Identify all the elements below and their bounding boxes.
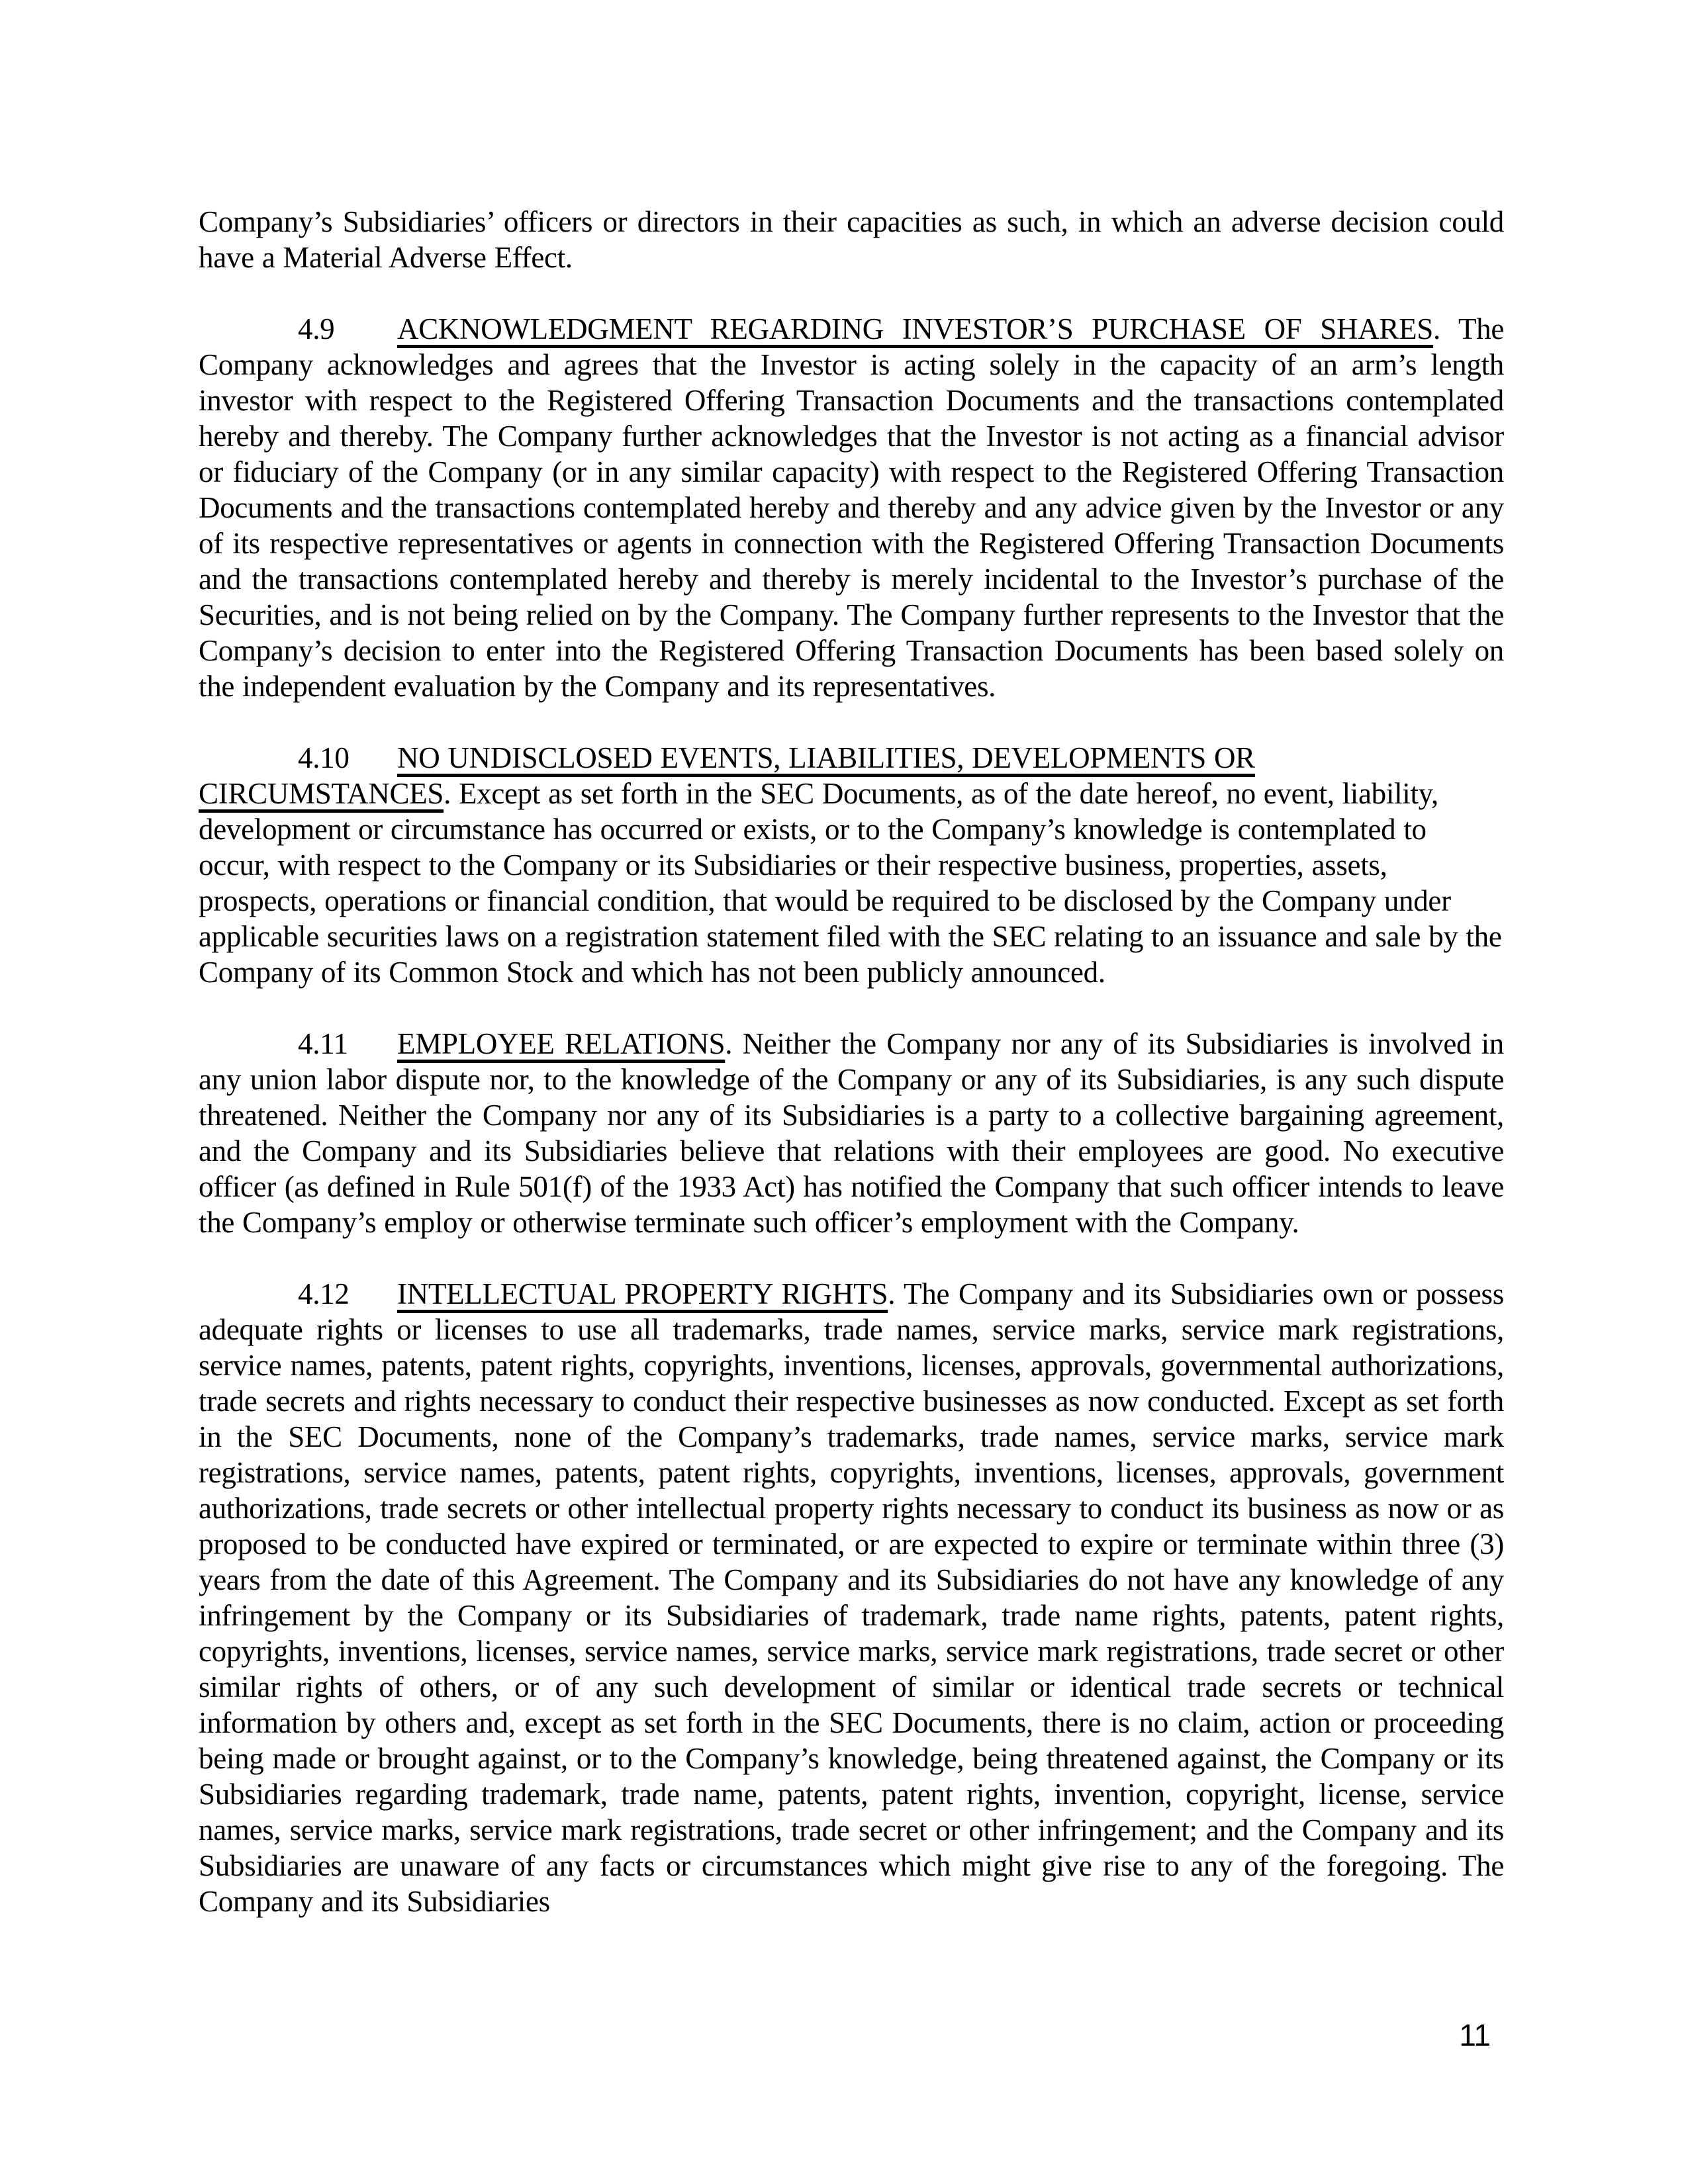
section-4-11-heading: EMPLOYEE RELATIONS (397, 1027, 726, 1060)
section-4-12-body: . The Company and its Subsidiaries own or possess adequate rights or licenses to use all trademarks, trade names, service marks, service mark registrations, service names, patents, patent rights, copyrights, inventions, licenses, approvals, governmental authorizations, trade secrets and rights necessary to conduct their respective businesses as now conducted. Except as set forth in the SEC Documents, none of the Company’s trademarks, trade names, service marks, service mark registrations, service names, patents, patent rights, copyrights, inventions, licenses, approvals, government authorizations, trade secrets or other intellectual property rights necessary to conduct its business as now or as proposed to be conducted have expired or terminated, or are expected to expire or terminate within three (3) years from the date of this Agreement. The Company and its Subsidiaries do not have any knowledge of any infringement by the Company or its Subsidiaries of trademark, trade name rights, patents, patent rights, copyrights, inventions, licenses, service names, service marks, service mark registrations, trade secret or other similar rights of others, or of any such development of similar or identical trade secrets or technical information by others and, except as set forth in the SEC Documents, there is no claim, action or proceeding being made or brought against, or to the Company’s knowledge, being threatened against, the Company or its Subsidiaries regarding trademark, trade name, patents, patent rights, invention, copyright, license, service names, service marks, service mark registrations, trade secret or other infringement; and the Company and its Subsidiaries are unaware of any facts or circumstances which might give rise to any of the foregoing. The Company and its Subsidiaries (199, 1277, 1504, 1918)
section-4-10-number: 4.10 (298, 741, 350, 774)
section-4-9 (199, 311, 1504, 704)
section-4-12-heading: INTELLECTUAL PROPERTY RIGHTS (397, 1277, 888, 1310)
section-4-11-number: 4.11 (298, 1027, 348, 1060)
section-4-10-heading: NO UNDISCLOSED EVENTS, LIABILITIES, DEVELOPMENTS OR CIRCUMSTANCES (199, 741, 1255, 810)
section-4-10 (199, 740, 1504, 990)
document-body (199, 204, 1504, 1919)
section-4-9-number: 4.9 (298, 312, 335, 345)
intro-paragraph: Company’s Subsidiaries’ officers or directors in their capacities as such, in which an adverse decision could have a Material Adverse Effect. (199, 205, 1504, 274)
section-4-11 (199, 1026, 1504, 1240)
section-4-9-body: . The Company acknowledges and agrees that the Investor is acting solely in the capacity of an arm’s length investor with respect to the Registered Offering Transaction Documents and the transactions contemplated hereby and thereby. The Company further acknowledges that the Investor is not acting as a financial advisor or fiduciary of the Company (or in any similar capacity) with respect to the Registered Offering Transaction Documents and the transactions contemplated hereby and thereby and any advice given by the Investor or any of its respective representatives or agents in connection with the Registered Offering Transaction Documents and the transactions contemplated hereby and thereby is merely incidental to the Investor’s purchase of the Securities, and is not being relied on by the Company. The Company further represents to the Investor that the Company’s decision to enter into the Registered Offering Transaction Documents has been based solely on the independent evaluation by the Company and its representatives. (199, 312, 1505, 703)
section-4-11-body: . Neither the Company nor any of its Subsidiaries is involved in any union labor dispute nor, to the knowledge of the Company or any of its Subsidiaries, is any such dispute threatened. Neither the Company nor any of its Subsidiaries is a party to a collective bargaining agreement, and the Company and its Subsidiaries believe that relations with their employees are good. No executive officer (as defined in Rule 501(f) of the 1933 Act) has notified the Company that such officer intends to leave the Company’s employ or otherwise terminate such officer’s employment with the Company. (199, 1027, 1504, 1239)
page-number: 11 (1459, 2018, 1491, 2052)
section-4-12 (199, 1276, 1504, 1919)
section-4-9-heading: ACKNOWLEDGMENT REGARDING INVESTOR’S PURCHASE OF SHARES (397, 312, 1434, 345)
section-4-10-body: . Except as set forth in the SEC Documents, as of the date hereof, no event, liability, development or circumstance has occurred or exists, or to the Company’s knowledge is contemplated to occur, with respect to the Company or its Subsidiaries or their respective business, properties, assets, prospects, operations or financial condition, that would be required to be disclosed by the Company under applicable securities laws on a registration statement filed with the SEC relating to an issuance and sale by the Company of its Common Stock and which has not been publicly announced. (199, 777, 1502, 989)
section-4-12-number: 4.12 (298, 1277, 350, 1310)
